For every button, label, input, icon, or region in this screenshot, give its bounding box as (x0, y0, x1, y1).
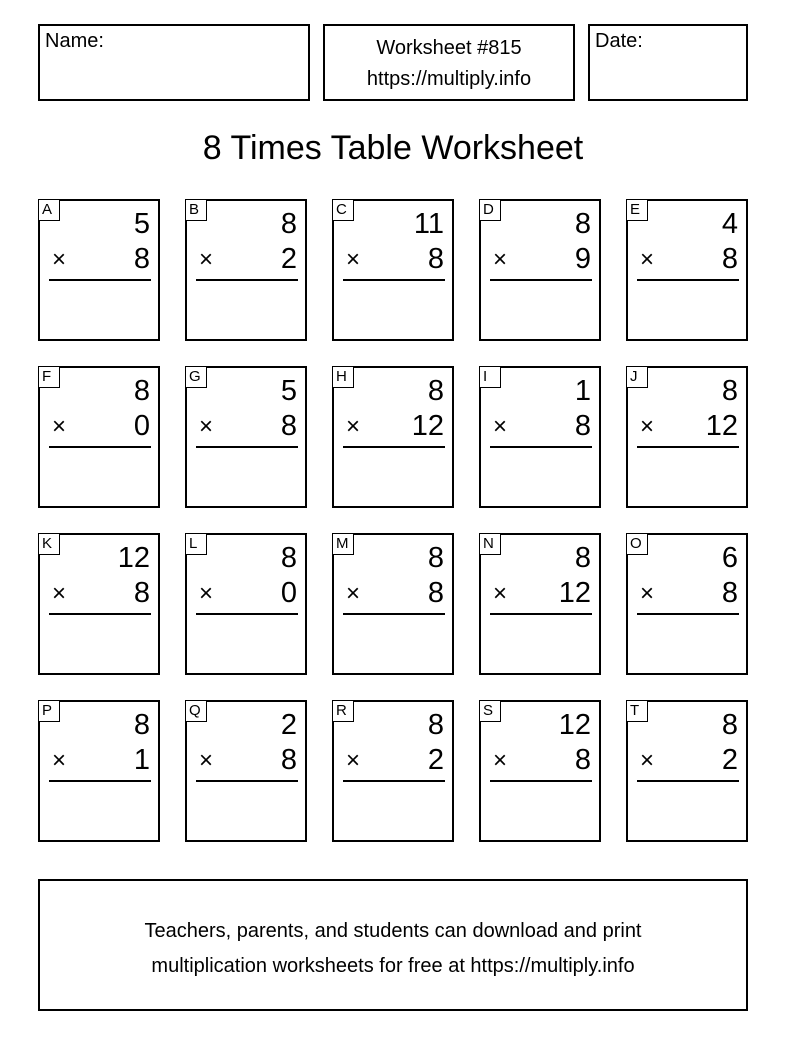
problem-label: T (626, 700, 648, 722)
answer-rule-line (49, 446, 151, 448)
problem-multiplier: 8 (133, 577, 150, 609)
answer-rule-line (343, 780, 445, 782)
problem-multiplicand: 5 (133, 208, 150, 240)
problem-multiplier: 12 (705, 410, 738, 442)
page-title: 8 Times Table Worksheet (202, 129, 584, 167)
answer-rule-line (637, 613, 739, 615)
date-field-box[interactable] (588, 24, 748, 101)
problem-multiplicand: 8 (280, 208, 297, 240)
problem-multiplier: 8 (427, 243, 444, 275)
answer-rule-line (490, 780, 592, 782)
multiply-sign: × (52, 413, 67, 440)
problem-card[interactable] (626, 533, 748, 675)
problem-multiplicand: 8 (280, 542, 297, 574)
problem-card[interactable] (185, 366, 307, 508)
problem-multiplier: 9 (574, 243, 591, 275)
multiply-sign: × (52, 246, 67, 273)
problem-card[interactable] (479, 199, 601, 341)
problem-card[interactable] (479, 366, 601, 508)
problem-card[interactable] (38, 700, 160, 842)
problem-multiplicand: 8 (133, 709, 150, 741)
problem-multiplier: 8 (574, 410, 591, 442)
problem-multiplicand: 12 (117, 542, 150, 574)
multiply-sign: × (199, 580, 214, 607)
answer-rule-line (343, 279, 445, 281)
problem-multiplicand: 8 (427, 375, 444, 407)
answer-rule-line (196, 279, 298, 281)
footer-line-1: Teachers, parents, and students can download and print (144, 920, 642, 942)
multiply-sign: × (199, 413, 214, 440)
problem-multiplier: 12 (558, 577, 591, 609)
multiply-sign: × (346, 413, 361, 440)
problem-label: G (185, 366, 207, 388)
problem-card[interactable] (479, 533, 601, 675)
problem-label: J (626, 366, 648, 388)
answer-rule-line (490, 279, 592, 281)
multiply-sign: × (346, 246, 361, 273)
problem-card[interactable] (38, 199, 160, 341)
problem-multiplier: 8 (721, 243, 738, 275)
multiply-sign: × (493, 580, 508, 607)
problem-label: B (185, 199, 207, 221)
problem-card[interactable] (332, 199, 454, 341)
problem-multiplicand: 12 (558, 709, 591, 741)
problem-label: Q (185, 700, 207, 722)
multiply-sign: × (346, 747, 361, 774)
multiply-sign: × (640, 580, 655, 607)
problem-multiplier: 8 (133, 243, 150, 275)
problem-card[interactable] (332, 366, 454, 508)
multiply-sign: × (346, 580, 361, 607)
problem-multiplier: 2 (721, 744, 738, 776)
problem-multiplier: 1 (133, 744, 150, 776)
worksheet-url[interactable]: https://multiply.info (366, 68, 532, 90)
name-label: Name: (45, 30, 104, 52)
problem-label: K (38, 533, 60, 555)
answer-rule-line (343, 613, 445, 615)
problem-multiplier: 8 (280, 410, 297, 442)
problem-label: M (332, 533, 354, 555)
answer-rule-line (196, 446, 298, 448)
multiply-sign: × (493, 413, 508, 440)
name-field-box[interactable] (38, 24, 310, 101)
problem-multiplicand: 8 (574, 542, 591, 574)
problem-multiplicand: 1 (574, 375, 591, 407)
problem-multiplier: 12 (411, 410, 444, 442)
multiply-sign: × (199, 246, 214, 273)
multiply-sign: × (640, 246, 655, 273)
problem-multiplicand: 8 (427, 542, 444, 574)
date-label: Date: (595, 30, 643, 52)
answer-rule-line (49, 613, 151, 615)
answer-rule-line (637, 446, 739, 448)
worksheet-number: Worksheet #815 (376, 37, 522, 59)
multiply-sign: × (52, 580, 67, 607)
problem-label: S (479, 700, 501, 722)
problem-multiplicand: 8 (721, 375, 738, 407)
problem-card[interactable] (332, 533, 454, 675)
problem-multiplicand: 8 (721, 709, 738, 741)
answer-rule-line (343, 446, 445, 448)
problem-multiplier: 8 (574, 744, 591, 776)
problem-label: A (38, 199, 60, 221)
problem-card[interactable] (185, 199, 307, 341)
problem-multiplicand: 11 (413, 208, 444, 240)
problem-multiplicand: 2 (280, 709, 297, 741)
problem-label: C (332, 199, 354, 221)
problem-label: R (332, 700, 354, 722)
answer-rule-line (49, 780, 151, 782)
multiply-sign: × (199, 747, 214, 774)
problem-label: E (626, 199, 648, 221)
problem-multiplier: 8 (280, 744, 297, 776)
multiply-sign: × (640, 413, 655, 440)
problem-card[interactable] (626, 366, 748, 508)
problem-multiplier: 8 (427, 577, 444, 609)
answer-rule-line (49, 279, 151, 281)
footer-line-2: multiplication worksheets for free at https://multiply.info (151, 955, 635, 977)
problem-multiplicand: 8 (427, 709, 444, 741)
problem-multiplier: 2 (427, 744, 444, 776)
multiply-sign: × (640, 747, 655, 774)
multiply-sign: × (52, 747, 67, 774)
problem-multiplicand: 6 (721, 542, 738, 574)
problem-multiplicand: 8 (133, 375, 150, 407)
problem-multiplicand: 5 (280, 375, 297, 407)
answer-rule-line (637, 279, 739, 281)
answer-rule-line (196, 780, 298, 782)
problem-card[interactable] (479, 700, 601, 842)
problem-label: I (479, 366, 501, 388)
answer-rule-line (490, 613, 592, 615)
problem-multiplicand: 8 (574, 208, 591, 240)
problem-card[interactable] (626, 700, 748, 842)
multiply-sign: × (493, 246, 508, 273)
answer-rule-line (196, 613, 298, 615)
problem-label: O (626, 533, 648, 555)
problem-label: H (332, 366, 354, 388)
problem-card[interactable] (38, 533, 160, 675)
problem-multiplier: 0 (133, 410, 150, 442)
problem-multiplier: 2 (280, 243, 297, 275)
problem-label: L (185, 533, 207, 555)
multiply-sign: × (493, 747, 508, 774)
problem-label: N (479, 533, 501, 555)
problem-card[interactable] (38, 366, 160, 508)
problem-card[interactable] (626, 199, 748, 341)
problem-label: F (38, 366, 60, 388)
problem-card[interactable] (185, 533, 307, 675)
problem-label: P (38, 700, 60, 722)
answer-rule-line (637, 780, 739, 782)
problem-multiplier: 0 (280, 577, 297, 609)
problem-card[interactable] (185, 700, 307, 842)
worksheet-info-box (323, 24, 575, 101)
answer-rule-line (490, 446, 592, 448)
problem-multiplier: 8 (721, 577, 738, 609)
problem-label: D (479, 199, 501, 221)
problem-card[interactable] (332, 700, 454, 842)
problem-multiplicand: 4 (721, 208, 738, 240)
footer-box (38, 879, 748, 1011)
